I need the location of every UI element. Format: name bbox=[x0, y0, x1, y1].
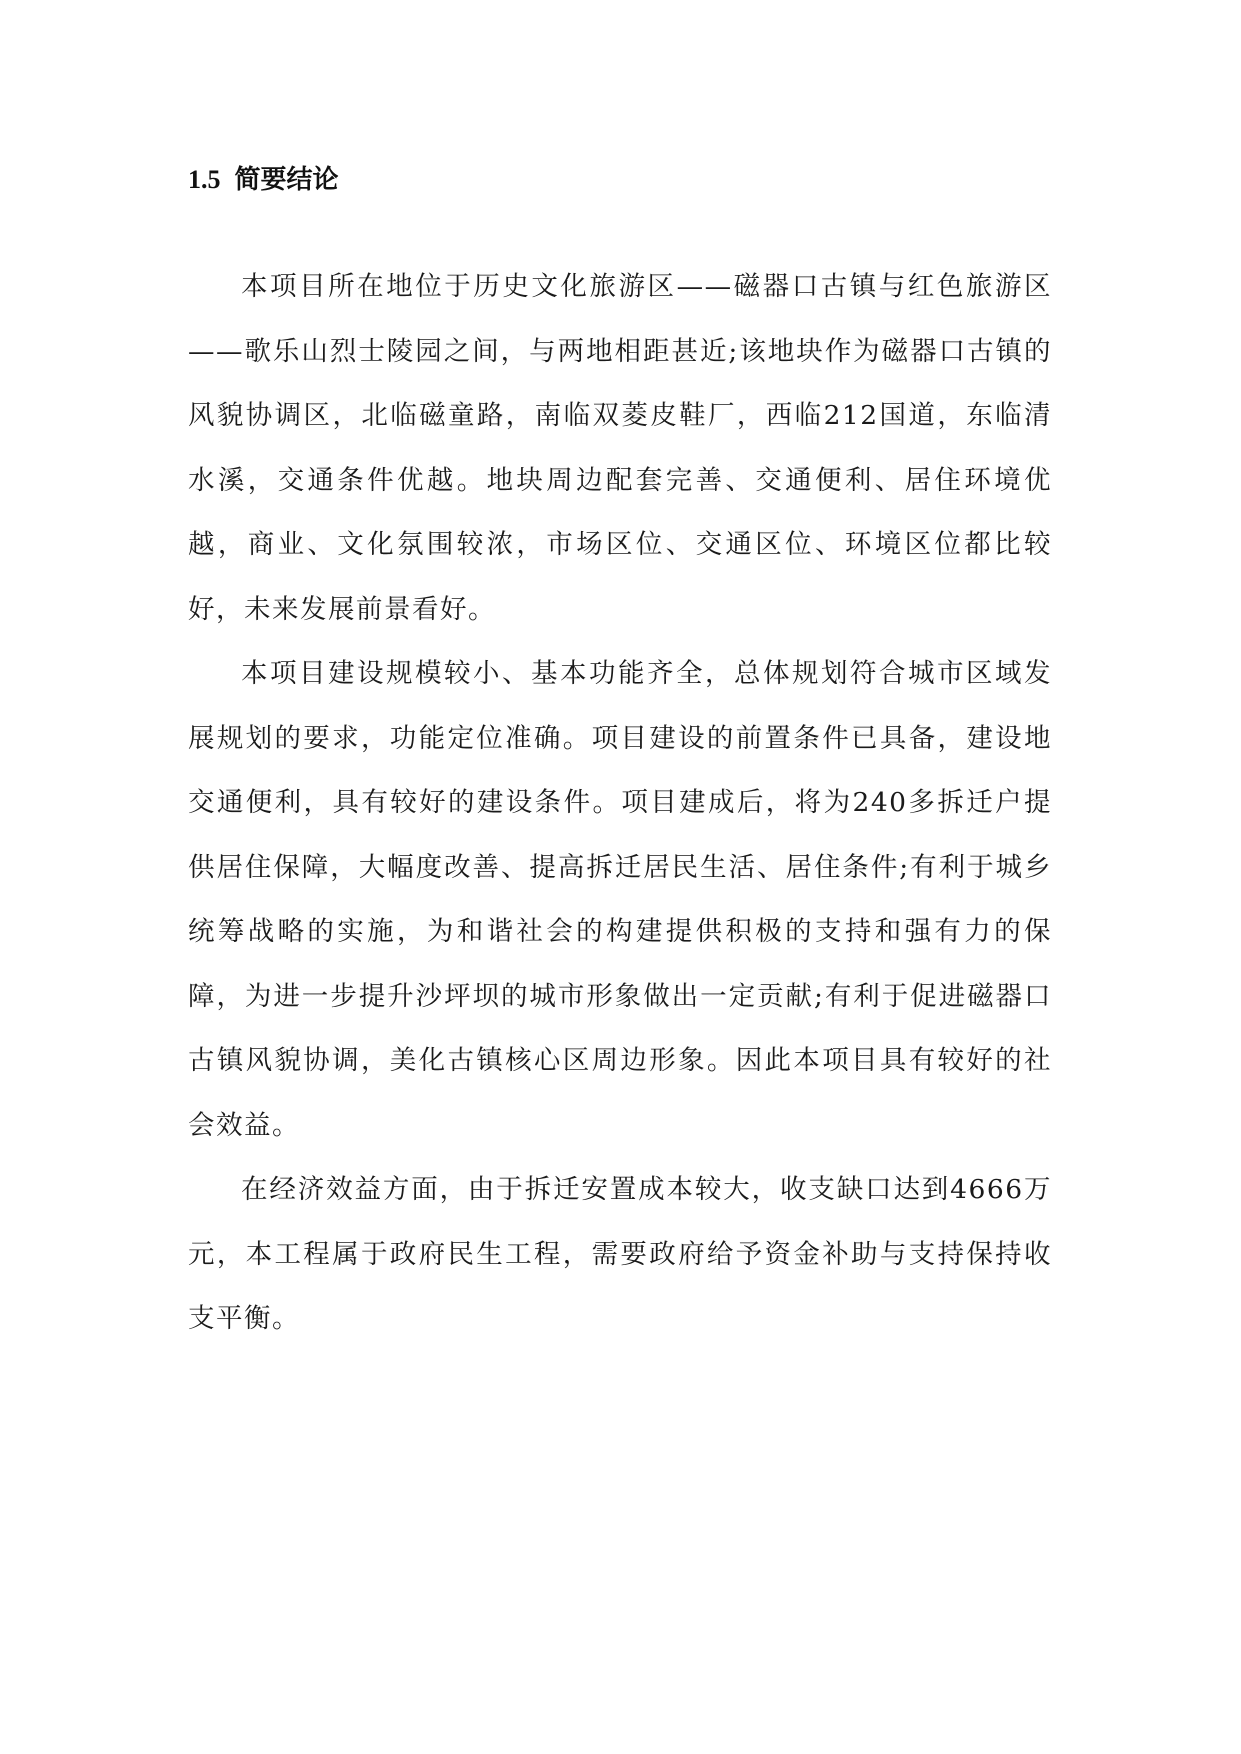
section-heading bbox=[188, 162, 339, 198]
document-body bbox=[188, 255, 1052, 1352]
paragraph-economic-benefit: 在经济效益方面，由于拆迁安置成本较大，收支缺口达到4666万元，本工程属于政府民生工程，需要政府给予资金补助与支持保持收支平衡。 bbox=[188, 1174, 1052, 1334]
section-number: 1.5 bbox=[188, 165, 221, 194]
section-title: 简要结论 bbox=[234, 165, 339, 195]
paragraph-social-benefit: 本项目建设规模较小、基本功能齐全，总体规划符合城市区域发展规划的要求，功能定位准确。项目建设的前置条件已具备，建设地交通便利，具有较好的建设条件。项目建成后，将为240多拆迁户提供居住保障，大幅度改善、提高拆迁居民生活、居住条件;有利于城乡统筹战略的实施，为和谐社会的构建提供积极的支持和强有力的保障，为进一步提升沙坪坝的城市形象做出一定贡献;有利于促进磁器口古镇风貌协调，美化古镇核心区周边形象。因此本项目具有较好的社会效益。 bbox=[188, 658, 1052, 1141]
paragraph-location: 本项目所在地位于历史文化旅游区——磁器口古镇与红色旅游区——歌乐山烈士陵园之间，与两地相距甚近;该地块作为磁器口古镇的风貌协调区，北临磁童路，南临双菱皮鞋厂，西临212国道，东临清水溪，交通条件优越。地块周边配套完善、交通便利、居住环境优越，商业、文化氛围较浓，市场区位、交通区位、环境区位都比较好，未来发展前景看好。 bbox=[188, 271, 1052, 625]
